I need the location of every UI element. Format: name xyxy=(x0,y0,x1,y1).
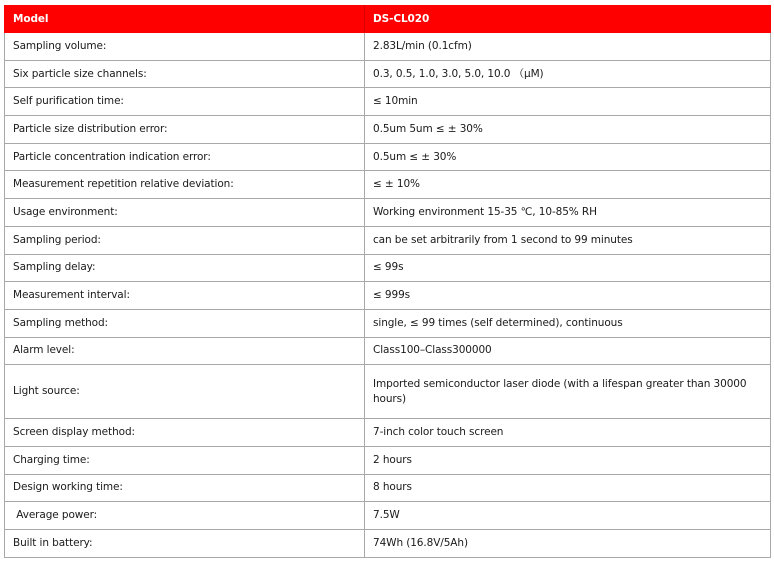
spec-value: 8 hours xyxy=(365,474,771,502)
table-row xyxy=(5,254,771,282)
spec-label: Usage environment: xyxy=(5,199,365,227)
table-row xyxy=(5,226,771,254)
spec-value: 2 hours xyxy=(365,446,771,474)
spec-label: Particle concentration indication error: xyxy=(5,143,365,171)
spec-label: Charging time: xyxy=(5,446,365,474)
table-row xyxy=(5,282,771,310)
spec-label: Measurement interval: xyxy=(5,282,365,310)
spec-value: 0.5um 5um ≤ ± 30% xyxy=(365,116,771,144)
spec-label: Particle size distribution error: xyxy=(5,116,365,144)
spec-value: ≤ 999s xyxy=(365,282,771,310)
header-model-label: Model xyxy=(5,6,365,33)
table-row xyxy=(5,88,771,116)
spec-value: ≤ ± 10% xyxy=(365,171,771,199)
table-row xyxy=(5,365,771,419)
spec-table xyxy=(4,5,771,558)
spec-label: Six particle size channels: xyxy=(5,60,365,88)
spec-label: Average power: xyxy=(5,502,365,530)
table-row xyxy=(5,33,771,61)
spec-value: Working environment 15-35 ℃, 10-85% RH xyxy=(365,199,771,227)
spec-label: Light source: xyxy=(5,365,365,419)
table-row xyxy=(5,199,771,227)
spec-label: Alarm level: xyxy=(5,337,365,365)
table-row xyxy=(5,474,771,502)
table-row xyxy=(5,530,771,558)
spec-value: single, ≤ 99 times (self determined), continuous xyxy=(365,309,771,337)
table-row xyxy=(5,337,771,365)
table-row xyxy=(5,419,771,447)
spec-label: Design working time: xyxy=(5,474,365,502)
table-row xyxy=(5,502,771,530)
table-row xyxy=(5,446,771,474)
spec-label: Sampling period: xyxy=(5,226,365,254)
spec-label: Self purification time: xyxy=(5,88,365,116)
table-row xyxy=(5,60,771,88)
spec-value: 74Wh (16.8V/5Ah) xyxy=(365,530,771,558)
header-model-value: DS-CL020 xyxy=(365,6,771,33)
spec-value: can be set arbitrarily from 1 second to 99 minutes xyxy=(365,226,771,254)
spec-value: Imported semiconductor laser diode (with a lifespan greater than 30000 hours) xyxy=(365,365,771,419)
spec-label: Sampling delay: xyxy=(5,254,365,282)
spec-label: Sampling method: xyxy=(5,309,365,337)
table-row xyxy=(5,116,771,144)
spec-value: Class100–Class300000 xyxy=(365,337,771,365)
spec-label: Measurement repetition relative deviation: xyxy=(5,171,365,199)
table-row xyxy=(5,309,771,337)
spec-label: Screen display method: xyxy=(5,419,365,447)
spec-value: 2.83L/min (0.1cfm) xyxy=(365,33,771,61)
table-row xyxy=(5,143,771,171)
spec-label: Built in battery: xyxy=(5,530,365,558)
spec-value: 7-inch color touch screen xyxy=(365,419,771,447)
spec-value: ≤ 99s xyxy=(365,254,771,282)
spec-label: Sampling volume: xyxy=(5,33,365,61)
spec-value: 0.3, 0.5, 1.0, 3.0, 5.0, 10.0 （μM) xyxy=(365,60,771,88)
spec-value: 0.5um ≤ ± 30% xyxy=(365,143,771,171)
spec-value: ≤ 10min xyxy=(365,88,771,116)
table-header-row xyxy=(5,6,771,33)
table-row xyxy=(5,171,771,199)
spec-value: 7.5W xyxy=(365,502,771,530)
